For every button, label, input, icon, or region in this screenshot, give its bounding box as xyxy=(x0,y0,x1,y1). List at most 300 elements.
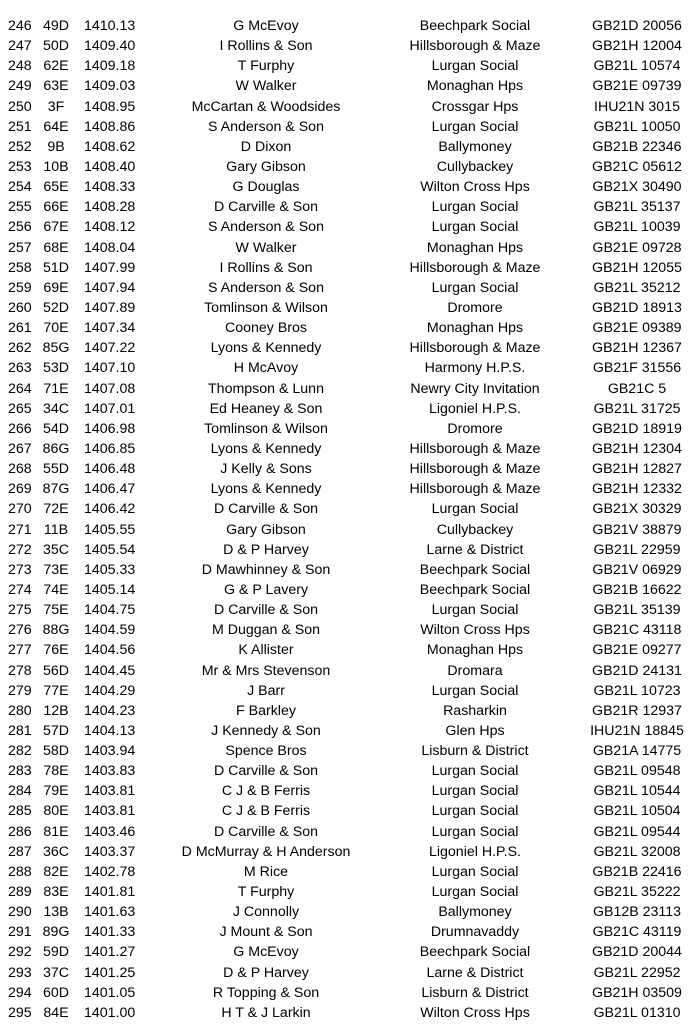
fancier-name-cell: W Walker xyxy=(235,239,297,256)
entry-number-cell: 54D xyxy=(42,420,70,437)
fancier-name-cell: D Carville & Son xyxy=(213,602,319,619)
club-cell: Lurgan Social xyxy=(431,863,519,880)
entry-number-cell: 68E xyxy=(43,239,69,256)
table-row xyxy=(0,942,697,962)
ring-number-cell: GB21L 35137 xyxy=(593,199,681,216)
position-cell: 256 xyxy=(8,219,32,236)
entry-number-cell: 53D xyxy=(42,360,70,377)
ring-number-cell: GB21C 5 xyxy=(607,380,667,397)
velocity-cell: 1401.33 xyxy=(84,924,136,941)
club-cell: Harmony H.P.S. xyxy=(424,360,526,377)
table-row xyxy=(0,661,697,681)
position-cell: 288 xyxy=(8,863,32,880)
fancier-name-cell: C J & B Ferris xyxy=(221,803,311,820)
club-cell: Dromore xyxy=(447,299,503,316)
fancier-name-cell: T Furphy xyxy=(237,884,295,901)
club-cell: Crossgar Hps xyxy=(431,98,519,115)
position-cell: 251 xyxy=(8,118,32,135)
entry-number-cell: 3F xyxy=(47,98,65,115)
velocity-cell: 1405.54 xyxy=(84,541,136,558)
fancier-name-cell: Gary Gibson xyxy=(226,521,306,538)
position-cell: 274 xyxy=(8,581,32,598)
velocity-cell: 1404.13 xyxy=(84,722,136,739)
fancier-name-cell: Tomlinson & Wilson xyxy=(204,299,328,316)
club-cell: Hillsborough & Maze xyxy=(409,38,541,55)
table-row xyxy=(0,963,697,983)
fancier-name-cell: C J & B Ferris xyxy=(221,783,311,800)
position-cell: 248 xyxy=(8,58,32,75)
table-row xyxy=(0,217,697,237)
club-cell: Lurgan Social xyxy=(431,58,519,75)
ring-number-cell: GB21D 20044 xyxy=(592,944,682,961)
table-row xyxy=(0,1003,697,1023)
table-row xyxy=(0,741,697,761)
fancier-name-cell: J Kelly & Sons xyxy=(220,461,312,478)
ring-number-cell: GB21B 16622 xyxy=(592,581,682,598)
ring-number-cell: GB21L 32008 xyxy=(593,843,681,860)
velocity-cell: 1401.00 xyxy=(84,1004,136,1021)
ring-number-cell: GB21D 18919 xyxy=(592,420,682,437)
position-cell: 266 xyxy=(8,420,32,437)
ring-number-cell: GB21C 05612 xyxy=(592,158,682,175)
table-row xyxy=(0,822,697,842)
ring-number-cell: GB21H 12055 xyxy=(592,259,682,276)
club-cell: Ballymoney xyxy=(438,138,512,155)
entry-number-cell: 79E xyxy=(43,783,69,800)
ring-number-cell: GB21L 01310 xyxy=(593,1004,681,1021)
entry-number-cell: 82E xyxy=(43,863,69,880)
club-cell: Hillsborough & Maze xyxy=(409,440,541,457)
velocity-cell: 1404.56 xyxy=(84,642,136,659)
fancier-name-cell: M Duggan & Son xyxy=(211,622,321,639)
position-cell: 265 xyxy=(8,400,32,417)
table-row xyxy=(0,761,697,781)
position-cell: 262 xyxy=(8,340,32,357)
fancier-name-cell: G & P Lavery xyxy=(223,581,309,598)
entry-number-cell: 35C xyxy=(42,541,70,558)
entry-number-cell: 69E xyxy=(43,279,69,296)
position-cell: 282 xyxy=(8,743,32,760)
club-cell: Beechpark Social xyxy=(419,561,531,578)
fancier-name-cell: Lyons & Kennedy xyxy=(210,440,322,457)
ring-number-cell: GB21X 30329 xyxy=(592,501,682,518)
velocity-cell: 1403.94 xyxy=(84,743,136,760)
velocity-cell: 1407.22 xyxy=(84,340,136,357)
entry-number-cell: 80E xyxy=(43,803,69,820)
entry-number-cell: 52D xyxy=(42,299,70,316)
position-cell: 260 xyxy=(8,299,32,316)
fancier-name-cell: D McMurray & H Anderson xyxy=(181,843,351,860)
club-cell: Ligoniel H.P.S. xyxy=(428,400,522,417)
ring-number-cell: GB21E 09728 xyxy=(592,239,682,256)
velocity-cell: 1405.55 xyxy=(84,521,136,538)
table-row xyxy=(0,137,697,157)
table-row xyxy=(0,479,697,499)
velocity-cell: 1408.95 xyxy=(84,98,136,115)
club-cell: Larne & District xyxy=(426,964,524,981)
position-cell: 247 xyxy=(8,38,32,55)
ring-number-cell: GB21E 09389 xyxy=(592,320,682,337)
table-row xyxy=(0,318,697,338)
fancier-name-cell: G McEvoy xyxy=(233,18,299,34)
velocity-cell: 1410.13 xyxy=(84,18,136,34)
velocity-cell: 1408.12 xyxy=(84,219,136,236)
club-cell: Lurgan Social xyxy=(431,803,519,820)
position-cell: 293 xyxy=(8,964,32,981)
entry-number-cell: 78E xyxy=(43,763,69,780)
table-row xyxy=(0,459,697,479)
velocity-cell: 1404.45 xyxy=(84,662,136,679)
ring-number-cell: GB21X 30490 xyxy=(592,179,682,196)
position-cell: 273 xyxy=(8,561,32,578)
position-cell: 246 xyxy=(8,18,32,34)
club-cell: Lurgan Social xyxy=(431,279,519,296)
ring-number-cell: GB21L 31725 xyxy=(593,400,681,417)
entry-number-cell: 51D xyxy=(42,259,70,276)
entry-number-cell: 13B xyxy=(43,904,69,921)
club-cell: Lurgan Social xyxy=(431,682,519,699)
ring-number-cell: GB21H 12827 xyxy=(592,461,682,478)
position-cell: 272 xyxy=(8,541,32,558)
entry-number-cell: 75E xyxy=(43,602,69,619)
ring-number-cell: GB21L 10039 xyxy=(593,219,681,236)
table-row xyxy=(0,258,697,278)
position-cell: 255 xyxy=(8,199,32,216)
velocity-cell: 1406.42 xyxy=(84,501,136,518)
entry-number-cell: 63E xyxy=(43,78,69,95)
fancier-name-cell: D Carville & Son xyxy=(213,763,319,780)
club-cell: Monaghan Hps xyxy=(426,78,524,95)
table-row xyxy=(0,379,697,399)
position-cell: 264 xyxy=(8,380,32,397)
club-cell: Larne & District xyxy=(426,541,524,558)
fancier-name-cell: G McEvoy xyxy=(233,944,299,961)
position-cell: 281 xyxy=(8,722,32,739)
position-cell: 254 xyxy=(8,179,32,196)
table-row xyxy=(0,439,697,459)
position-cell: 283 xyxy=(8,763,32,780)
velocity-cell: 1404.29 xyxy=(84,682,136,699)
velocity-cell: 1404.59 xyxy=(84,622,136,639)
club-cell: Lisburn & District xyxy=(421,984,529,1001)
velocity-cell: 1401.63 xyxy=(84,904,136,921)
position-cell: 275 xyxy=(8,602,32,619)
fancier-name-cell: S Anderson & Son xyxy=(208,279,324,296)
position-cell: 253 xyxy=(8,158,32,175)
club-cell: Hillsborough & Maze xyxy=(409,481,541,498)
entry-number-cell: 34C xyxy=(42,400,70,417)
ring-number-cell: GB21C 43119 xyxy=(592,924,682,941)
table-row xyxy=(0,399,697,419)
position-cell: 277 xyxy=(8,642,32,659)
ring-number-cell: GB21L 22959 xyxy=(593,541,681,558)
fancier-name-cell: J Connolly xyxy=(232,904,300,921)
entry-number-cell: 65E xyxy=(43,179,69,196)
fancier-name-cell: D Carville & Son xyxy=(213,199,319,216)
ring-number-cell: GB21L 22952 xyxy=(593,964,681,981)
table-row xyxy=(0,983,697,1003)
fancier-name-cell: McCartan & Woodsides xyxy=(191,98,341,115)
fancier-name-cell: R Topping & Son xyxy=(212,984,320,1001)
table-row xyxy=(0,358,697,378)
ring-number-cell: GB12B 23113 xyxy=(592,904,682,921)
table-row xyxy=(0,278,697,298)
club-cell: Lurgan Social xyxy=(431,823,519,840)
velocity-cell: 1403.81 xyxy=(84,783,136,800)
ring-number-cell: IHU21N 3015 xyxy=(594,98,680,115)
fancier-name-cell: J Barr xyxy=(247,682,285,699)
position-cell: 252 xyxy=(8,138,32,155)
club-cell: Dromara xyxy=(447,662,503,679)
velocity-cell: 1406.48 xyxy=(84,461,136,478)
entry-number-cell: 74E xyxy=(43,581,69,598)
club-cell: Beechpark Social xyxy=(419,944,531,961)
fancier-name-cell: H T & J Larkin xyxy=(221,1004,311,1021)
entry-number-cell: 89G xyxy=(42,924,70,941)
table-row xyxy=(0,76,697,96)
position-cell: 258 xyxy=(8,259,32,276)
club-cell: Lurgan Social xyxy=(431,602,519,619)
position-cell: 257 xyxy=(8,239,32,256)
velocity-cell: 1405.14 xyxy=(84,581,136,598)
club-cell: Monaghan Hps xyxy=(426,239,524,256)
entry-number-cell: 50D xyxy=(42,38,70,55)
ring-number-cell: GB21L 35212 xyxy=(593,279,681,296)
club-cell: Beechpark Social xyxy=(419,18,531,34)
table-row xyxy=(0,157,697,177)
table-row xyxy=(0,117,697,137)
table-row xyxy=(0,922,697,942)
velocity-cell: 1402.78 xyxy=(84,863,136,880)
entry-number-cell: 84E xyxy=(43,1004,69,1021)
table-row xyxy=(0,499,697,519)
club-cell: Monaghan Hps xyxy=(426,320,524,337)
ring-number-cell: GB21D 20056 xyxy=(592,18,682,34)
position-cell: 249 xyxy=(8,78,32,95)
velocity-cell: 1403.81 xyxy=(84,803,136,820)
table-row xyxy=(0,801,697,821)
velocity-cell: 1407.08 xyxy=(84,380,136,397)
club-cell: Hillsborough & Maze xyxy=(409,340,541,357)
table-row xyxy=(0,560,697,580)
fancier-name-cell: Lyons & Kennedy xyxy=(210,481,322,498)
velocity-cell: 1403.46 xyxy=(84,823,136,840)
entry-number-cell: 9B xyxy=(47,138,65,155)
table-row xyxy=(0,97,697,117)
ring-number-cell: GB21V 06929 xyxy=(592,561,682,578)
fancier-name-cell: Thompson & Lunn xyxy=(208,380,324,397)
velocity-cell: 1407.89 xyxy=(84,299,136,316)
club-cell: Lurgan Social xyxy=(431,199,519,216)
table-row xyxy=(0,16,697,36)
club-cell: Drumnavaddy xyxy=(430,924,520,941)
position-cell: 271 xyxy=(8,521,32,538)
table-row xyxy=(0,338,697,358)
club-cell: Hillsborough & Maze xyxy=(409,259,541,276)
table-row xyxy=(0,781,697,801)
position-cell: 276 xyxy=(8,622,32,639)
ring-number-cell: GB21H 03509 xyxy=(592,984,682,1001)
fancier-name-cell: S Anderson & Son xyxy=(208,118,324,135)
velocity-cell: 1407.10 xyxy=(84,360,136,377)
club-cell: Rasharkin xyxy=(443,702,507,719)
velocity-cell: 1406.98 xyxy=(84,420,136,437)
fancier-name-cell: D Carville & Son xyxy=(213,501,319,518)
table-row xyxy=(0,882,697,902)
club-cell: Lurgan Social xyxy=(431,783,519,800)
position-cell: 280 xyxy=(8,702,32,719)
club-cell: Lurgan Social xyxy=(431,501,519,518)
fancier-name-cell: Gary Gibson xyxy=(226,158,306,175)
entry-number-cell: 85G xyxy=(42,340,70,357)
ring-number-cell: GB21L 10504 xyxy=(593,803,681,820)
velocity-cell: 1409.03 xyxy=(84,78,136,95)
fancier-name-cell: D Dixon xyxy=(240,138,292,155)
club-cell: Wilton Cross Hps xyxy=(420,622,530,639)
position-cell: 284 xyxy=(8,783,32,800)
ring-number-cell: GB21D 18913 xyxy=(592,299,682,316)
club-cell: Dromore xyxy=(447,420,503,437)
fancier-name-cell: D Carville & Son xyxy=(213,823,319,840)
entry-number-cell: 70E xyxy=(43,320,69,337)
ring-number-cell: GB21C 43118 xyxy=(592,622,682,639)
club-cell: Lurgan Social xyxy=(431,219,519,236)
table-row xyxy=(0,298,697,318)
velocity-cell: 1408.40 xyxy=(84,158,136,175)
table-row xyxy=(0,842,697,862)
position-cell: 263 xyxy=(8,360,32,377)
ring-number-cell: GB21L 35222 xyxy=(593,884,681,901)
fancier-name-cell: Lyons & Kennedy xyxy=(210,340,322,357)
ring-number-cell: GB21E 09277 xyxy=(592,642,682,659)
fancier-name-cell: Mr & Mrs Stevenson xyxy=(201,662,331,679)
club-cell: Lurgan Social xyxy=(431,884,519,901)
entry-number-cell: 77E xyxy=(43,682,69,699)
entry-number-cell: 67E xyxy=(43,219,69,236)
position-cell: 250 xyxy=(8,98,32,115)
fancier-name-cell: J Kennedy & Son xyxy=(211,722,321,739)
position-cell: 294 xyxy=(8,984,32,1001)
position-cell: 290 xyxy=(8,904,32,921)
fancier-name-cell: J Mount & Son xyxy=(219,924,313,941)
table-row xyxy=(0,36,697,56)
position-cell: 269 xyxy=(8,481,32,498)
ring-number-cell: GB21L 09548 xyxy=(593,763,681,780)
club-cell: Lisburn & District xyxy=(421,743,529,760)
entry-number-cell: 83E xyxy=(43,884,69,901)
ring-number-cell: GB21L 09544 xyxy=(593,823,681,840)
ring-number-cell: IHU21N 18845 xyxy=(590,722,684,739)
entry-number-cell: 59D xyxy=(42,944,70,961)
velocity-cell: 1407.01 xyxy=(84,400,136,417)
entry-number-cell: 37C xyxy=(42,964,70,981)
table-row xyxy=(0,580,697,600)
position-cell: 279 xyxy=(8,682,32,699)
velocity-cell: 1409.40 xyxy=(84,38,136,55)
club-cell: Ballymoney xyxy=(438,904,512,921)
entry-number-cell: 88G xyxy=(42,622,70,639)
entry-number-cell: 81E xyxy=(43,823,69,840)
velocity-cell: 1408.33 xyxy=(84,179,136,196)
ring-number-cell: GB21L 10723 xyxy=(593,682,681,699)
position-cell: 267 xyxy=(8,440,32,457)
club-cell: Wilton Cross Hps xyxy=(420,179,530,196)
entry-number-cell: 73E xyxy=(43,561,69,578)
club-cell: Glen Hps xyxy=(445,722,505,739)
club-cell: Hillsborough & Maze xyxy=(409,461,541,478)
position-cell: 295 xyxy=(8,1004,32,1021)
club-cell: Cullybackey xyxy=(436,521,514,538)
ring-number-cell: GB21B 22416 xyxy=(592,863,682,880)
entry-number-cell: 66E xyxy=(43,199,69,216)
velocity-cell: 1401.05 xyxy=(84,984,136,1001)
club-cell: Lurgan Social xyxy=(431,763,519,780)
position-cell: 291 xyxy=(8,924,32,941)
fancier-name-cell: K Allister xyxy=(238,642,294,659)
velocity-cell: 1408.62 xyxy=(84,138,136,155)
velocity-cell: 1408.04 xyxy=(84,239,136,256)
ring-number-cell: GB21H 12367 xyxy=(592,340,682,357)
entry-number-cell: 62E xyxy=(43,58,69,75)
position-cell: 292 xyxy=(8,944,32,961)
table-row xyxy=(0,56,697,76)
ring-number-cell: GB21L 10574 xyxy=(593,58,681,75)
position-cell: 270 xyxy=(8,501,32,518)
ring-number-cell: GB21V 38879 xyxy=(592,521,682,538)
table-row xyxy=(0,862,697,882)
ring-number-cell: GB21L 10544 xyxy=(593,783,681,800)
velocity-cell: 1401.25 xyxy=(84,964,136,981)
ring-number-cell: GB21H 12332 xyxy=(592,481,682,498)
velocity-cell: 1401.81 xyxy=(84,884,136,901)
velocity-cell: 1404.23 xyxy=(84,702,136,719)
fancier-name-cell: S Anderson & Son xyxy=(208,219,324,236)
ring-number-cell: GB21L 10050 xyxy=(593,118,681,135)
position-cell: 261 xyxy=(8,320,32,337)
entry-number-cell: 56D xyxy=(42,662,70,679)
position-cell: 286 xyxy=(8,823,32,840)
table-row xyxy=(0,238,697,258)
table-row xyxy=(0,540,697,560)
fancier-name-cell: Spence Bros xyxy=(225,743,307,760)
entry-number-cell: 10B xyxy=(43,158,69,175)
entry-number-cell: 86G xyxy=(42,440,70,457)
velocity-cell: 1401.27 xyxy=(84,944,136,961)
fancier-name-cell: I Rollins & Son xyxy=(219,259,313,276)
fancier-name-cell: Tomlinson & Wilson xyxy=(204,420,328,437)
velocity-cell: 1407.99 xyxy=(84,259,136,276)
fancier-name-cell: M Rice xyxy=(243,863,289,880)
velocity-cell: 1408.28 xyxy=(84,199,136,216)
ring-number-cell: GB21B 22346 xyxy=(592,138,682,155)
position-cell: 285 xyxy=(8,803,32,820)
velocity-cell: 1408.86 xyxy=(84,118,136,135)
entry-number-cell: 76E xyxy=(43,642,69,659)
ring-number-cell: GB21H 12304 xyxy=(592,440,682,457)
fancier-name-cell: D Mawhinney & Son xyxy=(201,561,331,578)
fancier-name-cell: I Rollins & Son xyxy=(219,38,313,55)
velocity-cell: 1407.94 xyxy=(84,279,136,296)
entry-number-cell: 72E xyxy=(43,501,69,518)
position-cell: 259 xyxy=(8,279,32,296)
entry-number-cell: 71E xyxy=(43,380,69,397)
velocity-cell: 1409.18 xyxy=(84,58,136,75)
ring-number-cell: GB21L 35139 xyxy=(593,602,681,619)
table-row xyxy=(0,902,697,922)
club-cell: Beechpark Social xyxy=(419,581,531,598)
table-row xyxy=(0,701,697,721)
club-cell: Ligoniel H.P.S. xyxy=(428,843,522,860)
